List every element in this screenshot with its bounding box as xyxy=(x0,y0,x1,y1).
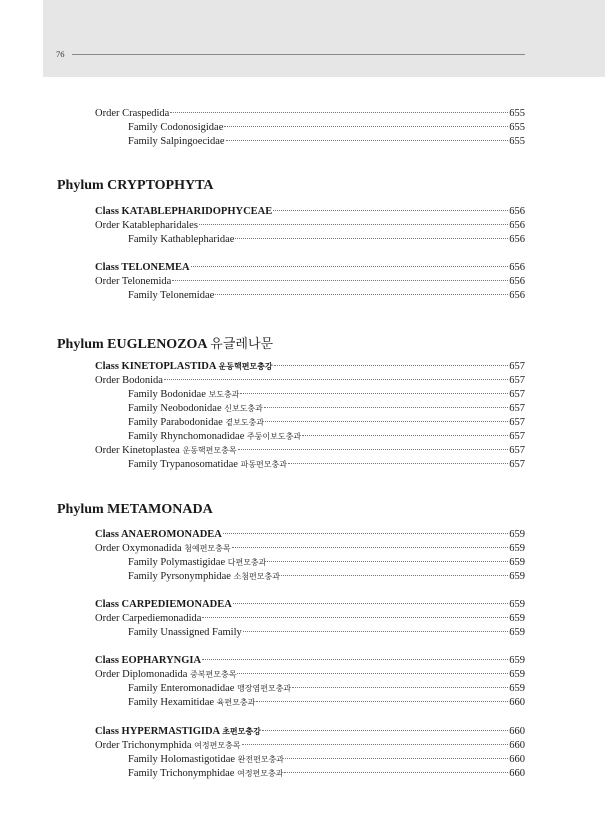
toc-entry[interactable] xyxy=(128,289,525,303)
toc-entry-label xyxy=(128,135,225,149)
phylum-heading-text: Phylum CRYPTOPHYTA xyxy=(57,178,214,193)
toc-entry[interactable] xyxy=(128,402,525,416)
toc-entry-label xyxy=(95,444,237,458)
toc-entry[interactable] xyxy=(95,374,525,388)
dot-leader xyxy=(262,730,508,731)
toc-entry-page: 659 xyxy=(509,627,525,638)
toc-entry-label xyxy=(95,654,201,668)
dot-leader xyxy=(224,126,508,127)
toc-entry-label xyxy=(128,402,263,416)
toc-entry-korean: 첨예편모충목 xyxy=(184,544,231,553)
toc-entry[interactable] xyxy=(95,360,525,374)
toc-entry[interactable] xyxy=(128,430,525,444)
toc-entry-title: Family Trypanosomatidae xyxy=(128,459,238,470)
toc-entry-title: Family Enteromonadidae xyxy=(128,683,235,694)
toc-entry-label xyxy=(128,696,255,710)
dot-leader xyxy=(202,659,508,660)
toc-entry-title: Order Trichonymphida xyxy=(95,740,192,751)
toc-entry-label xyxy=(128,430,301,444)
toc-entry-label xyxy=(128,121,223,135)
toc-entry[interactable] xyxy=(95,598,525,612)
toc-entry-title: Family Kathablepharidae xyxy=(128,234,235,245)
dot-leader xyxy=(223,533,508,534)
dot-leader xyxy=(243,631,509,632)
toc-entry-title: Class KINETOPLASTIDA xyxy=(95,361,216,372)
toc-entry-title: Class HYPERMASTIGIDA xyxy=(95,726,220,737)
toc-entry-label xyxy=(95,261,190,275)
toc-entry-title: Order Katablepharidales xyxy=(95,220,198,231)
dot-leader xyxy=(235,238,508,239)
toc-entry-title: Order Bodonida xyxy=(95,375,163,386)
toc-entry-label xyxy=(95,598,232,612)
toc-entry-title: Family Polymastigidae xyxy=(128,557,226,568)
toc-entry-korean: 다편모충과 xyxy=(227,558,267,567)
toc-entry-page: 656 xyxy=(509,206,525,217)
dot-leader xyxy=(281,575,508,576)
toc-entry[interactable] xyxy=(128,135,525,149)
dot-leader xyxy=(292,687,508,688)
dot-leader xyxy=(170,112,508,113)
toc-entry-page: 659 xyxy=(509,543,525,554)
toc-entry-page: 657 xyxy=(509,431,525,442)
dot-leader xyxy=(285,758,508,759)
toc-entry-page: 659 xyxy=(509,571,525,582)
toc-entry-title: Order Kinetoplastea xyxy=(95,445,180,456)
page-number: 76 xyxy=(56,49,65,59)
toc-entry-page: 660 xyxy=(509,697,525,708)
toc-entry-korean: 여정편모충과 xyxy=(237,769,284,778)
toc-entry-title: Family Telonemidae xyxy=(128,290,215,301)
dot-leader xyxy=(274,365,509,366)
dot-leader xyxy=(264,407,508,408)
toc-entry-page: 655 xyxy=(509,108,525,119)
toc-entry[interactable] xyxy=(128,570,525,584)
toc-entry-page: 659 xyxy=(509,557,525,568)
dot-leader xyxy=(199,224,508,225)
toc-entry-label xyxy=(95,360,273,374)
toc-entry-title: Family Holomastigotidae xyxy=(128,754,236,765)
toc-entry-label xyxy=(95,668,236,682)
toc-entry-page: 657 xyxy=(509,459,525,470)
toc-entry-page: 659 xyxy=(509,613,525,624)
toc-entry-page: 660 xyxy=(509,768,525,779)
toc-entry-page: 656 xyxy=(509,262,525,273)
header-rule xyxy=(72,54,525,55)
toc-entry-korean: 초편모충강 xyxy=(222,727,261,736)
toc-entry-title: Family Codonosigidae xyxy=(128,122,224,133)
toc-entry[interactable] xyxy=(128,416,525,430)
toc-entry-page: 655 xyxy=(509,122,525,133)
toc-entry-page: 657 xyxy=(509,361,525,372)
toc-entry-title: Family Trichonymphidae xyxy=(128,768,235,779)
toc-entry-page: 659 xyxy=(509,529,525,540)
toc-entry-korean: 소첨편모충과 xyxy=(233,572,280,581)
dot-leader xyxy=(226,140,509,141)
toc-entry-page: 657 xyxy=(509,403,525,414)
toc-entry-page: 660 xyxy=(509,726,525,737)
dot-leader xyxy=(191,266,509,267)
toc-entry-label xyxy=(128,458,287,472)
toc-entry-korean: 보도충과 xyxy=(208,390,240,399)
toc-entry-korean: 육편모충과 xyxy=(216,698,256,707)
toc-entry[interactable] xyxy=(95,668,525,682)
dot-leader xyxy=(242,744,509,745)
phylum-heading xyxy=(57,333,273,353)
toc-entry[interactable] xyxy=(95,542,525,556)
toc-entry-korean: 신보도충과 xyxy=(224,404,263,413)
toc-entry[interactable] xyxy=(128,388,525,402)
toc-entry-label xyxy=(128,570,280,584)
toc-entry-label xyxy=(128,289,214,303)
toc-entry-label xyxy=(95,374,163,388)
dot-leader xyxy=(273,210,508,211)
toc-entry[interactable] xyxy=(128,626,525,640)
dot-leader xyxy=(267,561,508,562)
toc-entry-page: 659 xyxy=(509,599,525,610)
toc-entry-page: 656 xyxy=(509,290,525,301)
toc-entry-korean: 곁보도충과 xyxy=(225,418,265,427)
phylum-heading-korean: 유글레나문 xyxy=(210,337,274,352)
toc-entry[interactable] xyxy=(128,696,525,710)
toc-entry[interactable] xyxy=(95,444,525,458)
toc-entry-label xyxy=(128,416,264,430)
toc-entry-korean: 맹장염편모충과 xyxy=(237,684,292,693)
toc-entry[interactable] xyxy=(95,528,525,542)
dot-leader xyxy=(238,449,509,450)
dot-leader xyxy=(237,673,508,674)
toc-entry-label xyxy=(128,388,239,402)
toc-entry-label xyxy=(95,612,201,626)
toc-entry-title: Family Rhynchomonadidae xyxy=(128,431,245,442)
toc-entry-page: 656 xyxy=(509,276,525,287)
toc-entry[interactable] xyxy=(128,556,525,570)
toc-entry-page: 659 xyxy=(509,655,525,666)
toc-entry-title: Order Telonemida xyxy=(95,276,172,287)
toc-entry-page: 659 xyxy=(509,669,525,680)
toc-entry-korean: 여정편모충목 xyxy=(194,741,241,750)
toc-entry-title: Family Unassigned Family xyxy=(128,627,242,638)
toc-entry-label xyxy=(128,682,291,696)
toc-entry-title: Family Salpingoecidae xyxy=(128,136,225,147)
toc-entry-page: 657 xyxy=(509,389,525,400)
toc-entry[interactable] xyxy=(128,682,525,696)
toc-entry-label xyxy=(128,626,242,640)
toc-entry[interactable] xyxy=(95,261,525,275)
dot-leader xyxy=(265,421,508,422)
dot-leader xyxy=(215,294,508,295)
dot-leader xyxy=(288,463,508,464)
dot-leader xyxy=(164,379,508,380)
toc-entry-title: Order Craspedida xyxy=(95,108,170,119)
toc-entry[interactable] xyxy=(95,725,525,739)
toc-entry[interactable] xyxy=(95,107,525,121)
toc-entry-title: Family Parabodonidae xyxy=(128,417,223,428)
toc-entry-title: Order Carpediemonadida xyxy=(95,613,202,624)
toc-entry-page: 660 xyxy=(509,740,525,751)
toc-entry[interactable] xyxy=(95,219,525,233)
toc-entry[interactable] xyxy=(95,612,525,626)
toc-entry-label xyxy=(95,107,169,121)
toc-entry-title: Class ANAEROMONADEA xyxy=(95,529,222,540)
dot-leader xyxy=(302,435,508,436)
toc-entry-title: Class CARPEDIEMONADEA xyxy=(95,599,232,610)
toc-entry-korean: 주둥이보도충과 xyxy=(246,432,302,441)
toc-entry-title: Order Oxymonadida xyxy=(95,543,182,554)
toc-entry-label xyxy=(95,219,198,233)
toc-entry-title: Order Diplomonadida xyxy=(95,669,188,680)
toc-entry[interactable] xyxy=(95,205,525,219)
toc-entry-title: Class EOPHARYNGIA xyxy=(95,655,202,666)
toc-entry[interactable] xyxy=(128,121,525,135)
toc-entry-page: 656 xyxy=(509,220,525,231)
toc-entry-title: Family Neobodonidae xyxy=(128,403,222,414)
toc-entry-page: 660 xyxy=(509,754,525,765)
toc-entry[interactable] xyxy=(95,739,525,753)
toc-entry-korean: 운동핵편모충강 xyxy=(218,362,273,371)
phylum-heading-text: Phylum METAMONADA xyxy=(57,502,213,517)
toc-entry-page: 656 xyxy=(509,234,525,245)
toc-entry-label xyxy=(128,556,266,570)
dot-leader xyxy=(232,547,509,548)
toc-entry[interactable] xyxy=(128,233,525,247)
toc-entry[interactable] xyxy=(128,767,525,781)
phylum-heading xyxy=(57,178,214,194)
toc-entry-title: Family Pyrsonymphidae xyxy=(128,571,231,582)
toc-entry-page: 659 xyxy=(509,683,525,694)
phylum-heading xyxy=(57,502,213,518)
toc-entry-label xyxy=(95,205,272,219)
toc-entry-korean: 중복편모충목 xyxy=(190,670,237,679)
dot-leader xyxy=(233,603,508,604)
toc-entry-korean: 파동편모충과 xyxy=(240,460,287,469)
toc-entry-title: Class KATABLEPHARIDOPHYCEAE xyxy=(95,206,273,217)
dot-leader xyxy=(172,280,508,281)
toc-entry-title: Class TELONEMEA xyxy=(95,262,190,273)
toc-entry-label xyxy=(95,528,222,542)
page-header-band xyxy=(43,0,605,77)
toc-entry-page: 657 xyxy=(509,445,525,456)
toc-entry-label xyxy=(95,542,231,556)
toc-entry[interactable] xyxy=(128,753,525,767)
toc-entry-korean: 완전편모충과 xyxy=(237,755,285,764)
phylum-heading-text: Phylum EUGLENOZOA xyxy=(57,337,207,352)
toc-entry[interactable] xyxy=(128,458,525,472)
toc-entry-page: 657 xyxy=(509,375,525,386)
toc-entry-label xyxy=(128,767,283,781)
toc-entry-title: Family Hexamitidae xyxy=(128,697,215,708)
dot-leader xyxy=(240,393,508,394)
toc-entry-korean: 운동핵편모충목 xyxy=(182,446,237,455)
toc-entry-label xyxy=(95,275,171,289)
toc-entry-label xyxy=(95,739,241,753)
dot-leader xyxy=(256,701,508,702)
toc-entry-label xyxy=(95,725,261,739)
dot-leader xyxy=(202,617,508,618)
toc-entry-label xyxy=(128,233,234,247)
toc-entry-title: Family Bodonidae xyxy=(128,389,206,400)
toc-entry[interactable] xyxy=(95,654,525,668)
dot-leader xyxy=(284,772,508,773)
toc-entry-label xyxy=(128,753,284,767)
toc-entry-page: 657 xyxy=(509,417,525,428)
toc-entry[interactable] xyxy=(95,275,525,289)
toc-entry-page: 655 xyxy=(509,136,525,147)
